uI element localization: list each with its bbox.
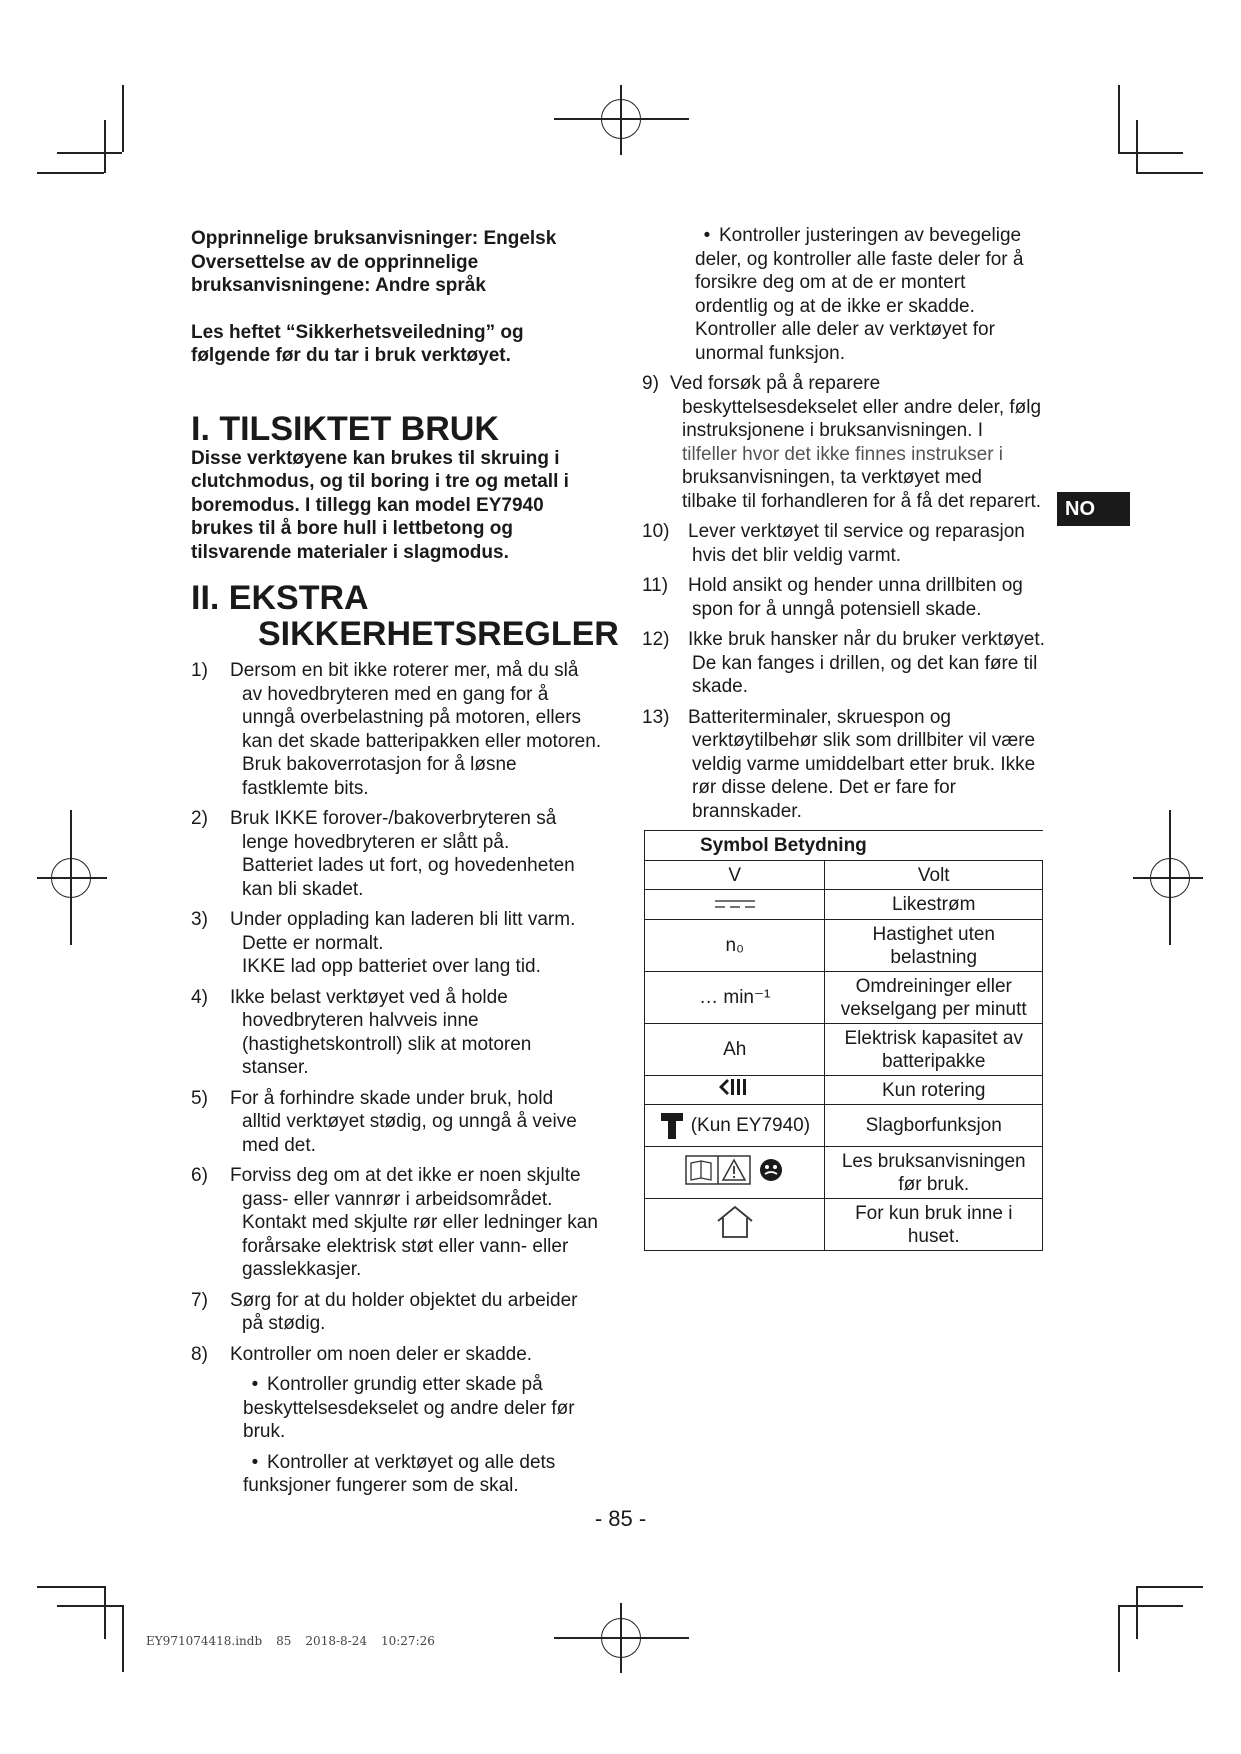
crop-mark [1136, 1586, 1138, 1639]
section-title-intended-use: I. TILSIKTET BRUK [191, 409, 499, 448]
direct-current-icon [713, 898, 757, 910]
crop-mark [122, 1605, 124, 1672]
table-row [645, 890, 1043, 920]
table-header-row [645, 831, 1043, 861]
crop-mark [57, 1605, 122, 1607]
safety-rules-list [191, 659, 611, 1498]
crop-mark [104, 120, 106, 173]
read-manual-icon [685, 1154, 785, 1186]
table-row [645, 1024, 1043, 1076]
crop-mark [1118, 1605, 1120, 1672]
rule-item: 8) Kontroller om noen deler er skadde. • Kontroller grundig etter skade på beskyttelsesdekselet og andre deler før bruk. • Kontroller at verktøyet og alle dets funksjoner fungerer som de skal. [191, 1343, 611, 1498]
crop-mark [1136, 1586, 1203, 1588]
symbol-cell: (Kun EY7940) [645, 1105, 825, 1147]
registration-circle-icon [601, 99, 641, 139]
symbol-cell [645, 1199, 825, 1251]
indoor-house-icon [715, 1204, 755, 1240]
rule-8-bullet: • Kontroller justeringen av bevegelige deler, og kontroller alle faste deler for å forsikre deg om at de er montert ordentlig og at de ikke er skadde. Kontroller alle deler av verktøyet for unormal funksjon. [695, 225, 1024, 364]
intended-use-text: Disse verktøyene kan brukes til skruing i clutchmodus, og til boring i tre og metall i boremodus. I tillegg kan model EY7940 brukes til å bore hull i lettbetong og tilsvarende materialer i slagmodus. [191, 447, 569, 563]
safety-booklet-note: Les heftet “Sikkerhetsveiledning” og følgende før du tar i bruk verktøyet. [191, 321, 524, 366]
table-row [645, 920, 1043, 972]
table-row [645, 861, 1043, 890]
registration-circle-icon [1150, 858, 1190, 898]
meaning-cell: Omdreininger eller vekselgang per minutt [825, 972, 1043, 1024]
rule-item: 4) Ikke belast verktøyet ved å holde hovedbryteren halvveis inne (hastighetskontroll) slik at motoren stanser. [191, 986, 532, 1078]
rule-item: 13) Batteriterminaler, skruespon og verktøytilbehør slik som drillbiter vil være veldig varme umiddelbart etter bruk. Ikke rør disse delene. Det er fare for brannskader. [642, 706, 1036, 822]
crop-mark [104, 1586, 106, 1639]
rule-8-bullet: • Kontroller grundig etter skade på beskyttelsesdekselet og andre deler før bruk. [243, 1374, 575, 1442]
rule-item: 6) Forviss deg om at det ikke er noen skjulte gass- eller vannrør i arbeidsområdet. Kontakt med skjulte rør eller ledninger kan forårsake elektrisk støt eller vann- eller gasslekkasjer. [191, 1165, 598, 1280]
table-header: Symbol Betydning [645, 831, 1043, 861]
crop-mark [1136, 120, 1138, 173]
crop-mark [57, 152, 122, 154]
rule-item: 3) Under opplading kan laderen bli litt varm. Dette er normalt. IKKE lad opp batteriet over lang tid. [191, 909, 576, 977]
symbol-cell [645, 1147, 825, 1199]
left-column [191, 227, 619, 1498]
meaning-cell: Volt [825, 861, 1043, 890]
rule-item: 9) Ved forsøk på å reparere beskyttelsesdekselet eller andre deler, følg instruksjonene i bruksanvisningen. I tilfeller hvor det ikke finnes instrukser i bruksanvisningen, ta verktøyet med tilbake til forhandleren for å få det reparert. [642, 373, 1042, 512]
section-title-safety-rules: II. EKSTRA SIKKERHETSREGLER [191, 579, 619, 653]
table-row [645, 972, 1043, 1024]
meaning-cell: Likestrøm [825, 890, 1043, 920]
original-language-note: Opprinnelige bruksanvisninger: Engelsk Oversettelse av de opprinnelige bruksanvisningene: Andre språk [191, 228, 557, 296]
rule-item: 5) For å forhindre skade under bruk, hold alltid verktøyet stødig, og unngå å veive med det. [191, 1087, 577, 1156]
crop-mark [1118, 1605, 1183, 1607]
hammer-icon [659, 1111, 685, 1141]
symbol-cell: … min⁻¹ [645, 972, 825, 1024]
table-row [645, 1076, 1043, 1105]
symbol-cell [645, 1076, 825, 1105]
symbol-cell: V [645, 861, 825, 890]
rule-item: 11) Hold ansikt og hender unna drillbiten og spon for å unngå potensiell skade. [642, 575, 1023, 620]
registration-circle-icon [601, 1618, 641, 1658]
meaning-cell: Elektrisk kapasitet av batteripakke [825, 1024, 1043, 1076]
meaning-cell: Hastighet uten belastning [825, 920, 1043, 972]
registration-circle-icon [51, 858, 91, 898]
table-row [645, 1105, 1043, 1147]
rule-item: 1) Dersom en bit ikke roterer mer, må du slå av hovedbryteren med en gang for å unngå overbelastning på motoren, ellers kan det skade batteripakken eller motoren. Bruk bakoverrotasjon for å løsne fastklemte bits. [191, 660, 602, 799]
meaning-cell: Les bruksanvisningen før bruk. [825, 1147, 1043, 1199]
symbol-cell: Ah [645, 1024, 825, 1076]
rule-item: 10) Lever verktøyet til service og reparasjon hvis det blir veldig varmt. [642, 521, 1025, 566]
crop-mark [122, 85, 124, 152]
meaning-cell: Slagborfunksjon [825, 1105, 1043, 1147]
crop-mark [1118, 152, 1183, 154]
table-row [645, 1147, 1043, 1199]
right-column [642, 227, 1062, 823]
rule-item: 2) Bruk IKKE forover-/bakoverbryteren så lenge hovedbryteren er slått på. Batteriet lades ut fort, og hovedenheten kan bli skadet. [191, 808, 575, 900]
table-row [645, 1199, 1043, 1251]
page-number: - 85 - [594, 1506, 647, 1531]
safety-rules-list-continued [642, 372, 1062, 823]
crop-mark [1118, 85, 1120, 152]
language-badge: NO [1057, 492, 1130, 526]
rule-item: 7) Sørg for at du holder objektet du arbeider på stødig. [191, 1289, 578, 1334]
crop-mark [37, 172, 104, 174]
crop-mark [1136, 172, 1203, 174]
rotation-only-icon [715, 1078, 755, 1096]
crop-mark [37, 1586, 104, 1588]
symbol-cell [645, 890, 825, 920]
rule-8-bullet: • Kontroller at verktøyet og alle dets funksjoner fungerer som de skal. [243, 1451, 556, 1496]
print-slug: EY971074418.indb 85 2018-8-24 10:27:26 [146, 1634, 435, 1648]
meaning-cell: Kun rotering [825, 1076, 1043, 1105]
symbol-cell: n₀ [645, 920, 825, 972]
meaning-cell: For kun bruk inne i huset. [825, 1199, 1043, 1251]
symbol-table [644, 830, 1043, 1251]
rule-item: 12) Ikke bruk hansker når du bruker verktøyet. De kan fanges i drillen, og det kan føre til skade. [642, 629, 1045, 697]
